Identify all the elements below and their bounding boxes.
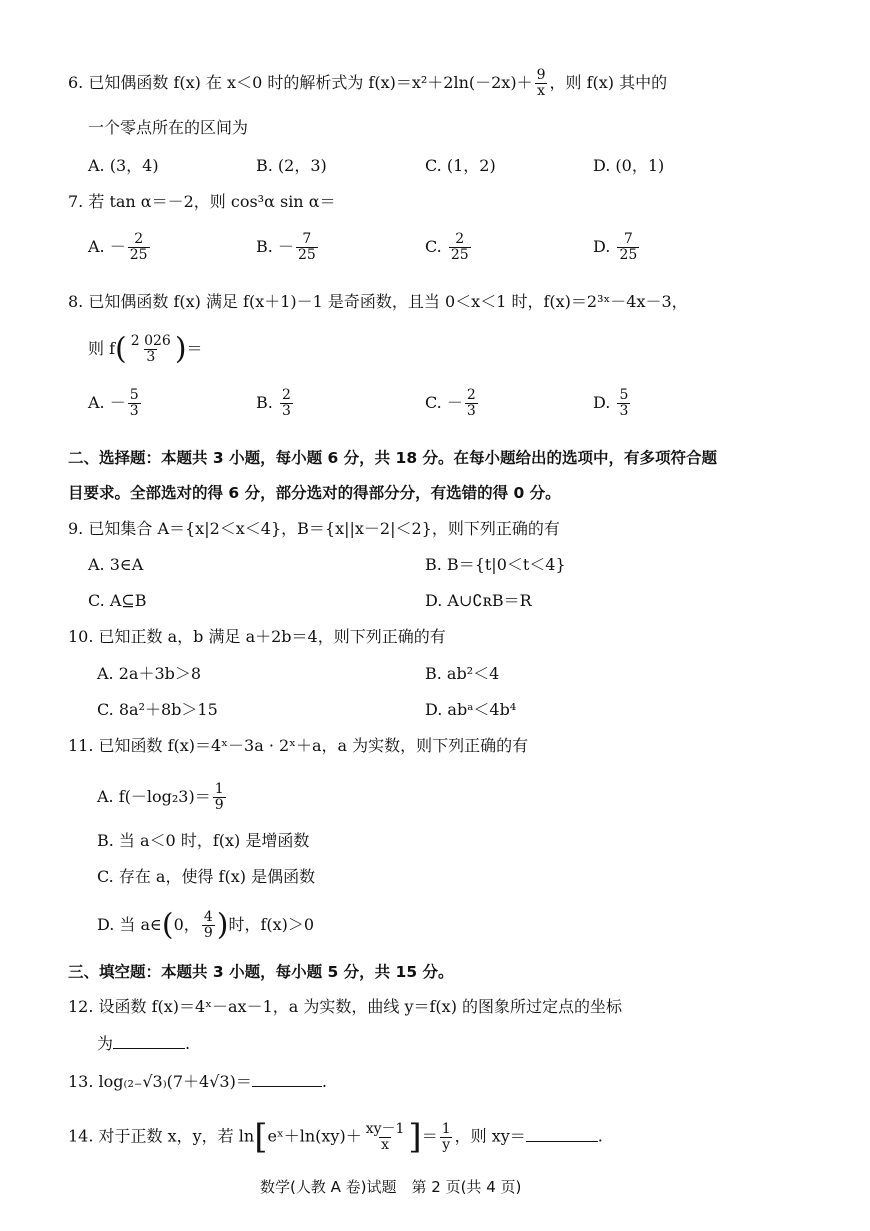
q6-option-c: C. (1，2) [425,156,496,175]
q10-option-b: B. ab²＜4 [425,664,500,683]
q7-option-b: B. － $\frac{7}{25}$ [256,231,316,263]
page-footer: 数学(人教 A 卷)试题 第 2 页(共 4 页) [260,1178,522,1196]
q11-option-b: B. 当 a＜0 时，f(x) 是增函数 [97,831,310,850]
q12-answer-line: 为 . [97,1034,191,1053]
q9-option-b: B. B＝{t|0＜t＜4} [425,555,566,574]
q9-option-c: C. A⊆B [88,591,147,610]
q14-stem: 14. 对于正数 x，y，若 ln[eˣ＋ln(xy)＋ $\frac{xy-1}{x}$ ]＝ $\frac{1}{y}$ ，则 xy＝ . [68,1117,603,1157]
q13-stem: 13. log₍₂₋√3₎(7＋4√3)＝ . [68,1072,327,1091]
q7-stem: 7. 若 tan α＝－2，则 cos³α sin α＝ [68,192,336,211]
q8-fraction: $\frac{2 026}{3}$ [130,333,171,365]
q7-option-d: D. $\frac{7}{25}$ [593,231,638,263]
section3-heading: 三、填空题：本题共 3 小题，每小题 5 分，共 15 分。 [68,963,454,981]
q8-option-d: D. $\frac{5}{3}$ [593,387,629,419]
q8-option-b: B. $\frac{2}{3}$ [256,387,291,419]
q14-fraction-2: $\frac{1}{y}$ [441,1120,451,1153]
q9-option-d: D. A∪∁ʀB＝R [425,591,532,610]
q10-option-d: D. abᵃ＜4b⁴ [425,700,517,719]
q7-option-c: C. $\frac{2}{25}$ [425,231,469,263]
q7-option-a: A. － $\frac{2}{25}$ [88,231,148,263]
q6-stem-b: ，则 f(x) 其中的 [549,73,668,92]
q12-stem: 12. 设函数 f(x)＝4ˣ－ax－1，a 为实数，曲线 y＝f(x) 的图象所过定点的坐标 [68,997,623,1016]
q6-stem-line2: 一个零点所在的区间为 [88,118,249,137]
section2-heading: 二、选择题：本题共 3 小题，每小题 6 分，共 18 分。在每小题给出的选项中，有多项符合题 [68,449,718,467]
q10-option-c: C. 8a²＋8b＞15 [97,700,218,719]
q8-option-c: C. － $\frac{2}{3}$ [425,387,476,419]
q11-option-a: A. f(－log₂3)＝ $\frac{1}{9}$ [97,781,224,813]
q14-answer-blank[interactable] [526,1127,598,1142]
q8-stem: 8. 已知偶函数 f(x) 满足 f(x＋1)－1 是奇函数，且当 0＜x＜1 时，f(x)＝2³ˣ－4x－3， [68,292,688,311]
q6-option-b: B. (2，3) [256,156,327,175]
q6-stem [68,68,667,99]
q14-fraction-1: $\frac{xy-1}{x}$ [365,1120,405,1153]
q6-stem-a: 6. 已知偶函数 f(x) 在 x＜0 时的解析式为 f(x)＝x²＋2ln(－2x)＋ [68,73,533,92]
q9-stem: 9. 已知集合 A＝{x|2＜x＜4}，B＝{x||x－2|＜2}，则下列正确的有 [68,519,560,538]
q9-option-a: A. 3∈A [88,555,144,574]
q11-option-c: C. 存在 a，使得 f(x) 是偶函数 [97,867,316,886]
q10-option-a: A. 2a＋3b＞8 [97,664,202,683]
q6-option-a: A. (3，4) [88,156,159,175]
q6-option-d: D. (0，1) [593,156,665,175]
q11-stem: 11. 已知函数 f(x)＝4ˣ－3a · 2ˣ＋a，a 为实数，则下列正确的有 [68,736,529,755]
section2-heading-line2: 目要求。全部选对的得 6 分，部分选对的得部分分，有选错的得 0 分。 [68,484,561,502]
q8-stem-line2: 则 f( $\frac{2 026}{3}$ )＝ [88,331,203,367]
q11-option-d: D. 当 a∈(0， $\frac{4}{9}$ )时，f(x)＞0 [97,907,315,943]
q12-answer-blank[interactable] [113,1034,185,1049]
q6-fraction: $\frac{9}{x}$ [536,67,546,99]
q10-stem: 10. 已知正数 a，b 满足 a＋2b＝4，则下列正确的有 [68,627,446,646]
q8-option-a: A. － $\frac{5}{3}$ [88,387,139,419]
q13-answer-blank[interactable] [252,1072,322,1087]
